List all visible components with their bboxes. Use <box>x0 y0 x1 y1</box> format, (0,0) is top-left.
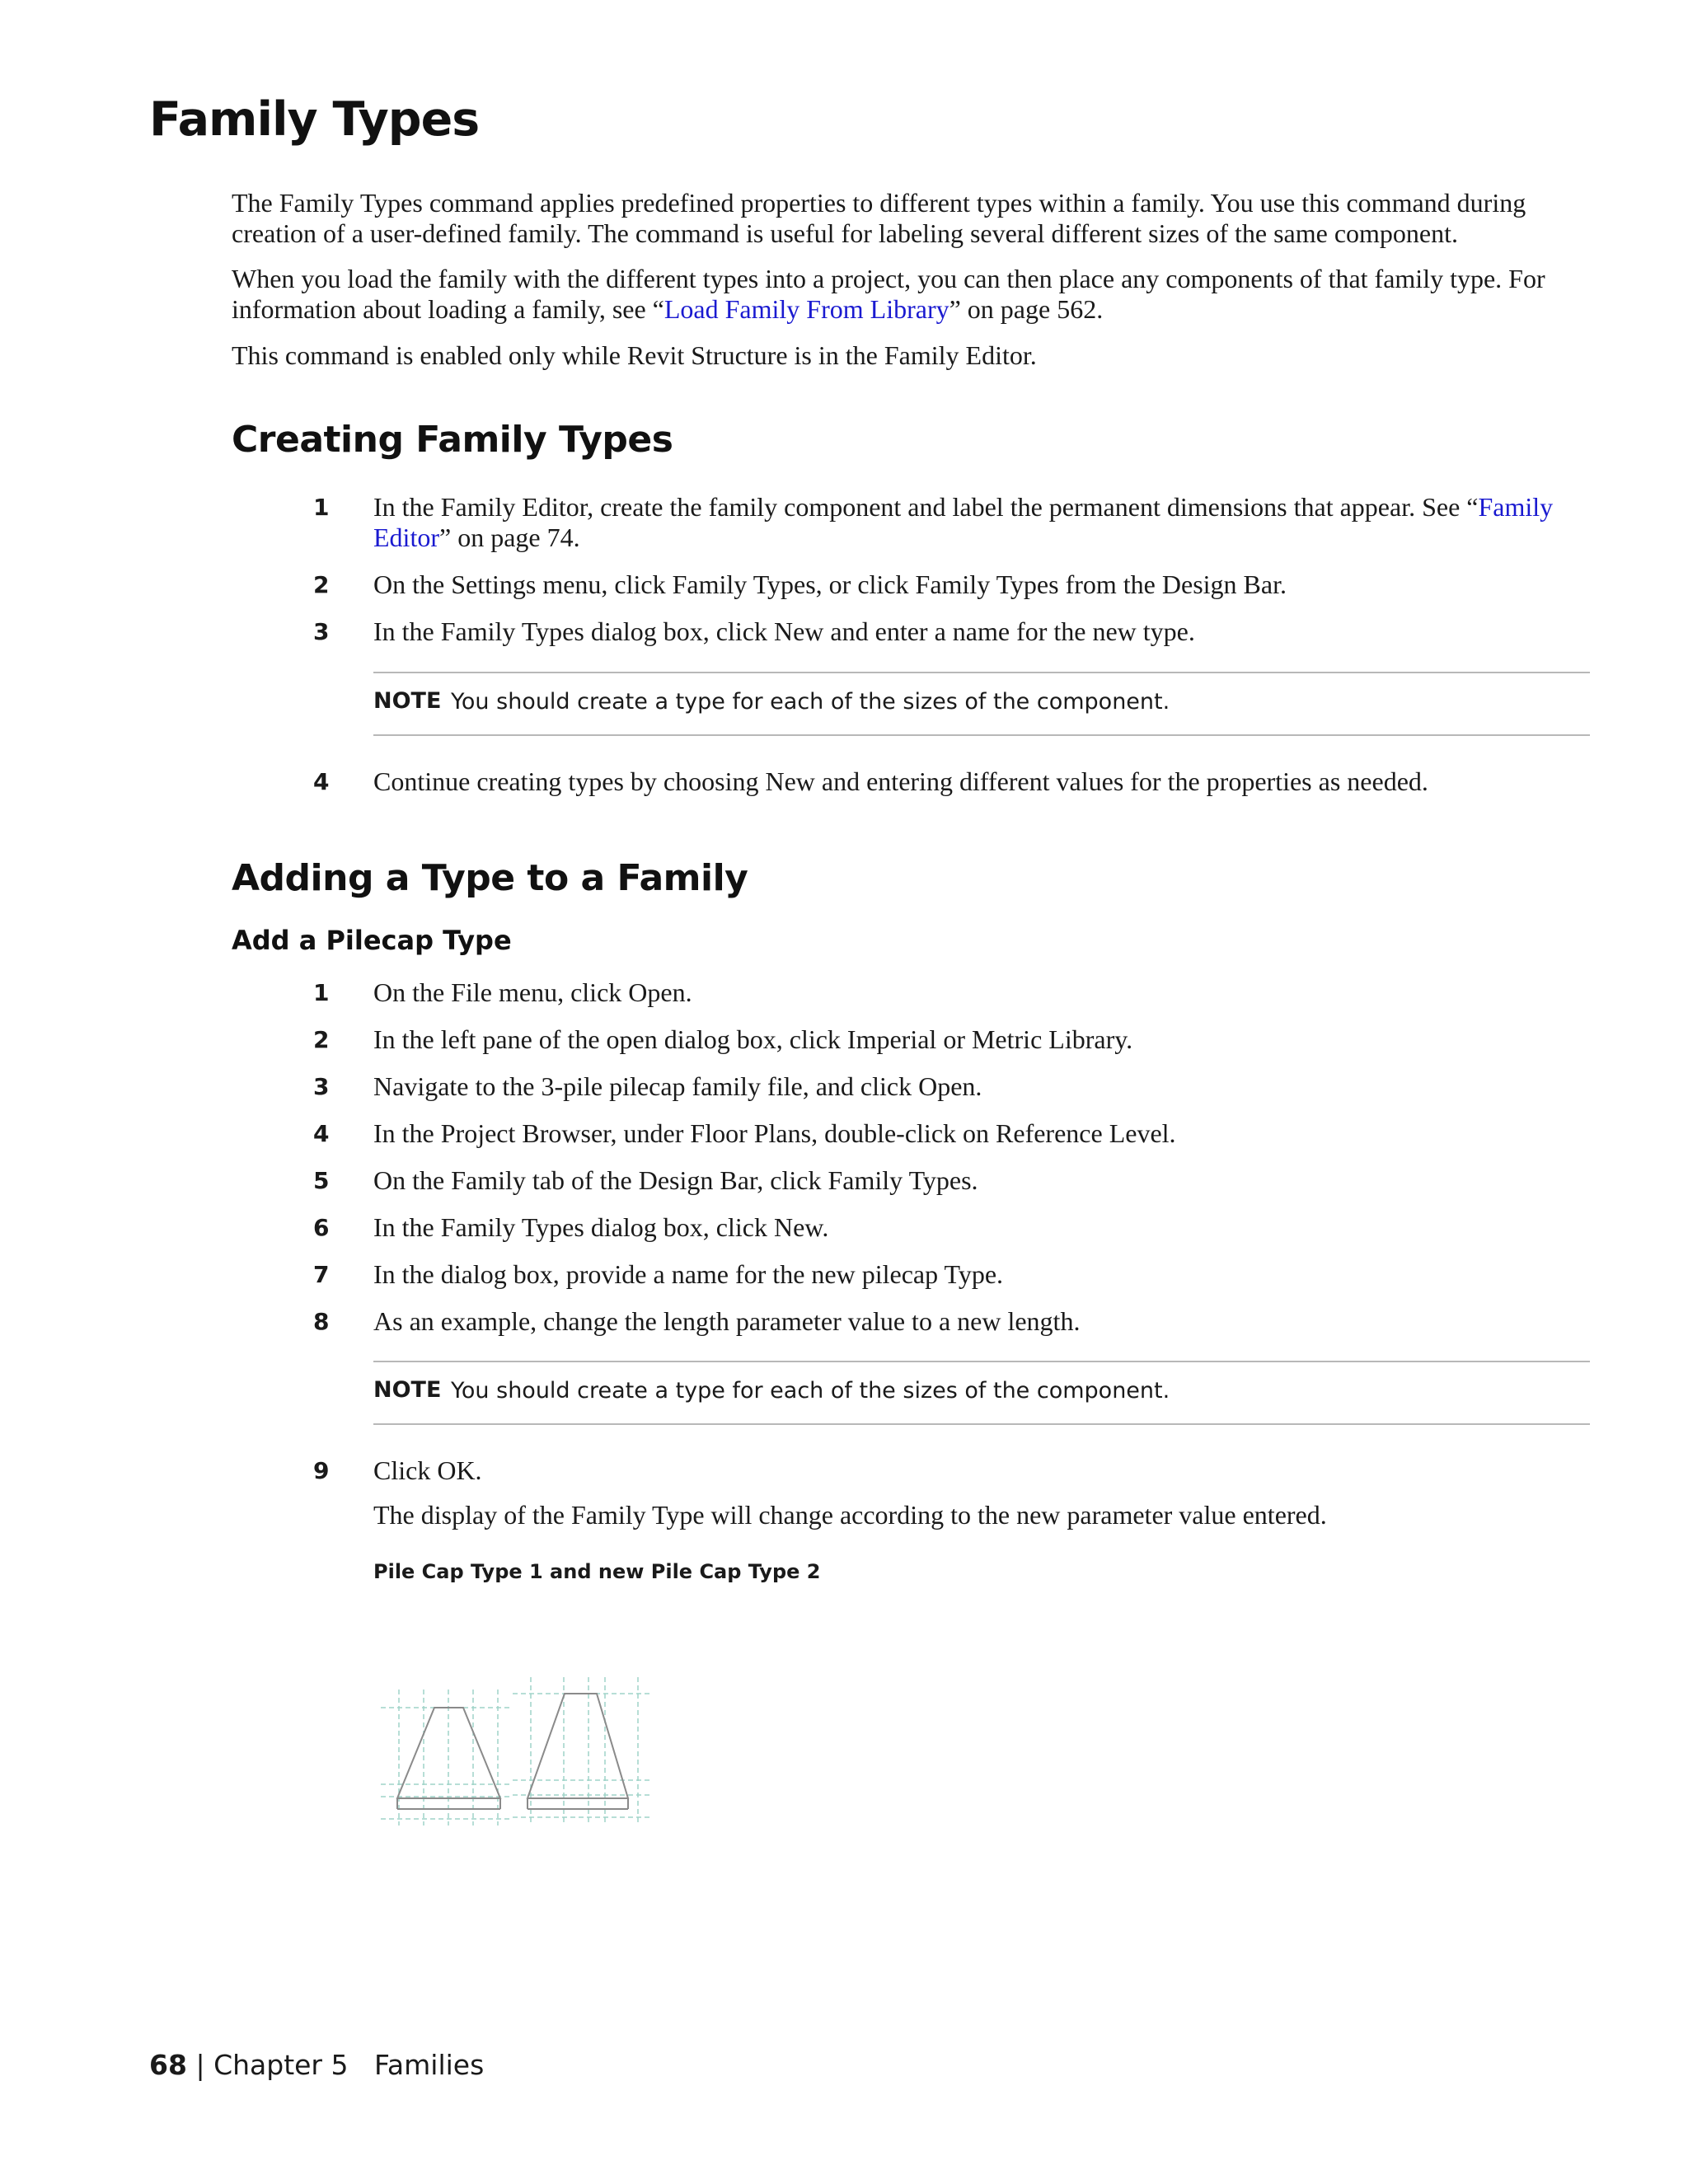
step-number: 9 <box>313 1457 330 1484</box>
adding-subheading: Add a Pilecap Type <box>232 925 512 956</box>
step-number: 5 <box>313 1167 330 1194</box>
step-text-before: In the Family Editor, create the family component and label the permanent dimensions that appear. See “ <box>373 492 1479 522</box>
step-text: On the Settings menu, click Family Types, or click Family Types from the Design Bar. <box>373 569 1287 599</box>
step-number: 4 <box>313 768 330 795</box>
result-paragraph <box>338 1500 1591 1530</box>
adding-step-5 <box>313 1165 1591 1196</box>
load-family-link[interactable]: Load Family From Library <box>663 294 950 324</box>
note-text: You should create a type for each of the sizes of the component. <box>451 1378 1170 1404</box>
adding-step-2 <box>313 1024 1591 1055</box>
step-number: 2 <box>313 1026 330 1053</box>
step-text-after: ” on page 74. <box>438 523 580 552</box>
creating-step-2 <box>313 569 1591 600</box>
step-text: In the Family Types dialog box, click New. <box>373 1212 829 1242</box>
adding-step-7 <box>313 1259 1591 1290</box>
note-text: You should create a type for each of the sizes of the component. <box>451 689 1170 715</box>
page-footer <box>149 2049 484 2081</box>
chapter-label: Chapter 5 <box>213 2049 349 2081</box>
step-number: 8 <box>313 1308 330 1335</box>
note-label: NOTE <box>373 688 442 714</box>
note-label: NOTE <box>373 1377 442 1403</box>
adding-step-8 <box>313 1306 1591 1337</box>
adding-heading: Adding a Type to a Family <box>232 857 748 899</box>
intro-paragraph-2 <box>232 264 1592 325</box>
adding-step-4 <box>313 1118 1591 1149</box>
note-box <box>373 672 1590 736</box>
step-text: In the Family Types dialog box, click New and enter a name for the new type. <box>373 616 1195 646</box>
step-text: Continue creating types by choosing New and entering different values for the properties as needed. <box>373 766 1428 796</box>
step-number: 3 <box>313 1073 330 1100</box>
intro-paragraph-2-text: When you load the family with the different types into a project, you can then place any components of that family type. For information about loading a family, see “ <box>232 264 1545 324</box>
creating-step-1 <box>313 492 1591 553</box>
intro-paragraph-1: The Family Types command applies predefined properties to different types within a family. You use this command during creation of a user-defined family. The command is useful for labeling several different sizes of the same component. <box>232 188 1526 248</box>
adding-step-9 <box>313 1455 1591 1486</box>
section-label: Families <box>373 2049 485 2081</box>
step-text: On the Family tab of the Design Bar, click Family Types. <box>373 1165 978 1195</box>
step-number: 4 <box>313 1120 330 1147</box>
footer-separator: | <box>195 2049 205 2081</box>
result-text: The display of the Family Type will change according to the new parameter value entered. <box>373 1500 1327 1530</box>
step-number: 6 <box>313 1214 330 1241</box>
step-text: In the left pane of the open dialog box, click Imperial or Metric Library. <box>373 1024 1133 1054</box>
step-text: On the File menu, click Open. <box>373 977 692 1007</box>
step-number: 1 <box>313 494 330 521</box>
step-text: As an example, change the length parameter value to a new length. <box>373 1306 1081 1336</box>
page-number: 68 <box>149 2049 187 2081</box>
step-number: 3 <box>313 618 330 645</box>
step-number: 7 <box>313 1261 330 1288</box>
step-number: 1 <box>313 979 330 1006</box>
creating-step-3 <box>313 616 1591 647</box>
intro-paragraph-3: This command is enabled only while Revit Structure is in the Family Editor. <box>232 340 1037 370</box>
intro-paragraph-2-tail: ” on page 562. <box>949 294 1104 324</box>
creating-heading: Creating Family Types <box>232 419 673 461</box>
step-text: Click OK. <box>373 1455 482 1485</box>
pile-cap-figure <box>381 1665 653 1830</box>
family-editor-link[interactable]: Family Editor <box>373 492 1554 552</box>
step-number: 2 <box>313 571 330 598</box>
page-title: Family Types <box>149 92 480 147</box>
adding-step-3 <box>313 1071 1591 1102</box>
step-text: In the dialog box, provide a name for the new pilecap Type. <box>373 1259 1004 1289</box>
step-text <box>373 492 1591 553</box>
note-box <box>373 1361 1590 1425</box>
creating-step-4 <box>313 766 1591 797</box>
step-text: Navigate to the 3-pile pilecap family file, and click Open. <box>373 1071 982 1101</box>
figure-caption: Pile Cap Type 1 and new Pile Cap Type 2 <box>373 1560 821 1583</box>
adding-step-1 <box>313 977 1591 1008</box>
step-text: In the Project Browser, under Floor Plans, double-click on Reference Level. <box>373 1118 1176 1148</box>
adding-step-6 <box>313 1212 1591 1243</box>
